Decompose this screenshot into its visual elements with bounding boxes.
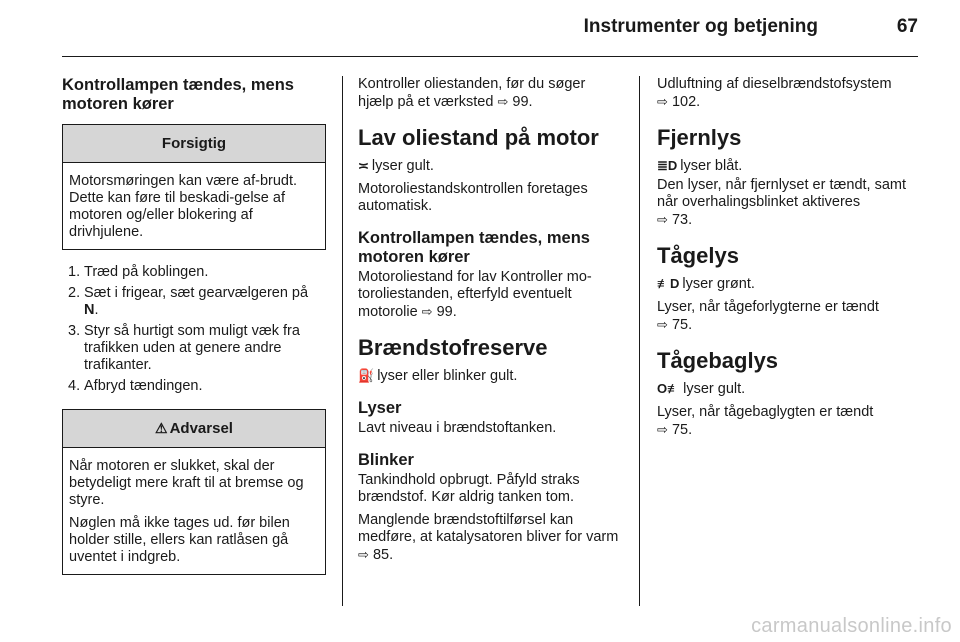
section-heading: Tågebaglys — [657, 348, 779, 373]
column-right: Udluftning af dieselbrændstofsystem ⇨ 102. Fjernlys ≣D lyser blåt. Den lyser, når fjernlyset er tændt, samt når overhalingsblinket aktiveres ⇨ 73. Tågelys ≢D lyser grønt. Lyser, når tågeforlygterne er tændt ⇨ 75. Tågebaglys O≢ lyser gult. Lyser, når tågebaglygten er tændt ⇨ 75. — [657, 76, 923, 439]
subsection-heading: Kontrollampen tændes, mens motoren kører — [62, 76, 294, 113]
section-heading: Fjernlys — [657, 125, 742, 150]
intro-text: Kontroller oliestanden, før du søger hjælp på et værksted ⇨ 99. — [358, 76, 586, 110]
ref-arrow-icon: ⇨ — [421, 304, 433, 319]
ref-arrow-icon: ⇨ — [358, 547, 369, 562]
warning-text: Nøglen må ikke tages ud. før bilen holder stille, ellers kan ratlåsen gå uventet i indgreb. — [69, 515, 290, 565]
subsection-heading: Blinker — [358, 451, 414, 469]
warning-triangle-icon: ⚠ — [155, 420, 168, 436]
intro-text: Udluftning af dieselbrændstofsystem ⇨ 102. — [657, 76, 892, 110]
body-text: Manglende brændstoftilførsel kan medføre, at katalysatoren bliver for varm ⇨ 85. — [358, 512, 619, 563]
page-number: 67 — [896, 16, 918, 37]
section-heading: Lav oliestand på motor — [358, 125, 599, 150]
high-beam-icon: ≣D — [657, 158, 678, 173]
body-text: Motoroliestand for lav Kontroller mo-toroliestanden, efterfyld eventuelt motorolie ⇨ 99. — [358, 269, 592, 320]
fuel-pump-icon: ⛽ — [358, 368, 375, 383]
list-item: 4. Afbryd tændingen. — [68, 378, 203, 394]
body-text: Motoroliestandskontrollen foretages automatisk. — [358, 181, 588, 214]
header-divider — [62, 56, 918, 57]
warning-box — [62, 409, 326, 575]
rear-fog-light-icon: O≢ — [657, 381, 681, 396]
subsection-heading: Lyser — [358, 399, 402, 417]
subsection-heading: Kontrollampen tændes, mens motoren kører — [358, 229, 590, 266]
ref-arrow-icon: ⇨ — [657, 422, 668, 437]
column-divider — [639, 76, 640, 606]
column-left — [62, 76, 326, 575]
ref-arrow-icon: ⇨ — [657, 94, 668, 109]
list-item: 1. Træd på koblingen. — [68, 264, 209, 280]
caution-label: Forsigtig — [63, 125, 325, 163]
body-text: Lyser, når tågebaglygten er tændt ⇨ 75. — [657, 404, 874, 438]
caution-text: Motorsmøringen kan være af-brudt. Dette kan føre til beskadi-gelse af motoren og/eller blokering af drivhjulene. — [69, 173, 298, 240]
body-text: Tankindhold opbrugt. Påfyld straks brændstof. Kør aldrig tanken tom. — [358, 472, 580, 505]
list-item: 2. Sæt i frigear, sæt gearvælgeren på N. — [68, 285, 309, 318]
body-text: Den lyser, når fjernlyset er tændt, samt når overhalingsblinket aktiveres ⇨ 73. — [657, 177, 907, 228]
warning-text: Når motoren er slukket, skal der betydeligt mere kraft til at bremse og styre. — [69, 458, 304, 508]
body-text: Lavt niveau i brændstoftanken. — [358, 420, 557, 436]
section-heading: Brændstofreserve — [358, 335, 548, 360]
oil-can-icon: ≍ — [358, 158, 369, 173]
fog-light-icon: ≢D — [657, 276, 680, 291]
column-divider — [342, 76, 343, 606]
section-title: Instrumenter og betjening — [583, 16, 818, 37]
section-heading: Tågelys — [657, 243, 739, 268]
list-item: 3. Styr så hurtigt som muligt væk fra trafikken uden at genere andre trafikanter. — [68, 323, 300, 373]
steps-list — [62, 264, 326, 395]
caution-box — [62, 124, 326, 250]
column-middle: Kontroller oliestanden, før du søger hjælp på et værksted ⇨ 99. Lav oliestand på motor ≍ lyser gult. Motoroliestandskontrollen foretages automatisk. Kontrollampen tændes, mens motoren kører Motoroliestand for lav Kontroller mo-toroliestanden, efterfyld eventuelt motorolie ⇨ 99. Brændstofreserve ⛽ lyser eller blinker gult. Lyser Lavt niveau i brændstoftanken. Blinker Tankindhold opbrugt. Påfyld straks brændstof. Kør aldrig tanken tom. Manglende brændstoftilførsel kan medføre, at katalysatoren bliver for varm ⇨ 85. — [358, 76, 619, 563]
body-text: Lyser, når tågeforlygterne er tændt ⇨ 75. — [657, 299, 879, 333]
ref-arrow-icon: ⇨ — [497, 94, 509, 109]
ref-arrow-icon: ⇨ — [657, 212, 668, 227]
watermark: carmanualsonline.info — [751, 615, 952, 637]
ref-arrow-icon: ⇨ — [657, 317, 668, 332]
warning-label: ⚠ Advarsel — [63, 410, 325, 448]
